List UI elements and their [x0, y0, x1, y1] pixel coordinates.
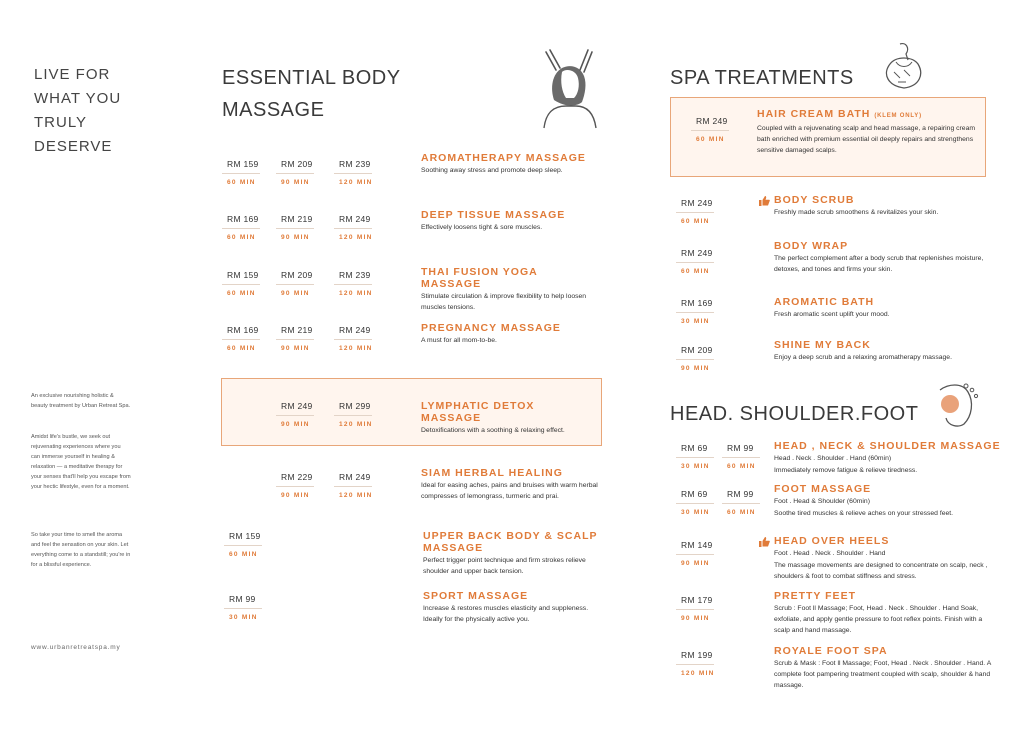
service-name: HAIR CREAM BATH — [757, 108, 871, 120]
price-amount: RM 229 — [276, 472, 314, 487]
tagline-line: WHAT YOU — [34, 90, 122, 107]
price-duration: 60 MIN — [227, 179, 256, 186]
price-tag — [334, 270, 372, 297]
service-description: Stimulate circulation & improve flexibility to help loosen muscles tensions. — [421, 293, 587, 311]
price-duration: 90 MIN — [681, 365, 710, 372]
price-amount: RM 99 — [722, 489, 760, 504]
price-tag — [222, 159, 260, 186]
price-tag — [676, 198, 714, 225]
price-tag — [676, 489, 714, 516]
service-name: SIAM HERBAL HEALING — [421, 467, 563, 479]
service-item — [774, 535, 996, 582]
spa-title: SPA TREATMENTS — [670, 67, 854, 89]
price-tag — [276, 472, 314, 499]
service-description: The perfect complement after a body scrub that replenishes moisture, detoxes, and tones and firms your skin. — [774, 255, 984, 273]
service-item — [421, 400, 596, 436]
service-name: AROMATIC BATH — [774, 296, 875, 308]
price-amount: RM 219 — [276, 214, 314, 229]
price-duration: 90 MIN — [281, 421, 310, 428]
service-name: HEAD OVER HEELS — [774, 535, 890, 547]
service-description: Increase & restores muscles elasticity and suppleness. Ideally for the physically active you. — [423, 605, 589, 623]
price-amount: RM 249 — [691, 116, 729, 131]
service-item — [421, 152, 601, 176]
price-duration: 60 MIN — [681, 218, 710, 225]
price-tag — [334, 401, 372, 428]
price-amount: RM 219 — [276, 325, 314, 340]
price-amount: RM 239 — [334, 270, 372, 285]
service-name: THAI FUSION YOGA MASSAGE — [421, 266, 538, 290]
service-item — [423, 530, 598, 577]
price-duration: 30 MIN — [229, 614, 258, 621]
service-description: Effectively loosens tight & sore muscles. — [421, 224, 543, 231]
service-item — [774, 296, 994, 320]
service-name: FOOT MASSAGE — [774, 483, 872, 495]
price-tag — [276, 401, 314, 428]
service-includes: Foot . Head . Neck . Shoulder . Hand — [774, 550, 886, 557]
price-duration: 120 MIN — [339, 492, 373, 499]
tagline-line: TRULY — [34, 114, 88, 131]
intro-paragraph: An exclusive nourishing holistic & beauty treatment by Urban Retreat Spa. — [31, 393, 131, 409]
price-amount: RM 299 — [334, 401, 372, 416]
price-amount: RM 159 — [222, 270, 260, 285]
price-amount: RM 169 — [676, 298, 714, 313]
service-item — [757, 108, 979, 156]
service-name: ROYALE FOOT SPA — [774, 645, 888, 657]
price-tag — [722, 489, 760, 516]
foot-massage-icon — [930, 378, 980, 430]
price-tag — [224, 594, 262, 621]
service-item — [774, 240, 996, 275]
price-duration: 30 MIN — [681, 509, 710, 516]
price-duration: 60 MIN — [227, 290, 256, 297]
price-duration: 60 MIN — [727, 463, 756, 470]
service-description: Soothing away stress and promote deep sleep. — [421, 167, 563, 174]
price-amount: RM 249 — [676, 248, 714, 263]
price-duration: 30 MIN — [681, 318, 710, 325]
service-item — [774, 339, 994, 363]
service-name: HEAD , NECK & SHOULDER MASSAGE — [774, 440, 1001, 452]
price-amount: RM 209 — [276, 270, 314, 285]
price-tag — [276, 214, 314, 241]
thumbs-up-icon — [759, 196, 770, 206]
essential-title — [222, 62, 401, 126]
price-tag — [691, 116, 729, 143]
service-item — [774, 483, 996, 519]
thumbs-up-icon — [759, 537, 770, 547]
price-amount: RM 199 — [676, 650, 714, 665]
price-tag — [676, 443, 714, 470]
service-item — [774, 645, 996, 691]
price-amount: RM 169 — [222, 214, 260, 229]
service-item — [421, 266, 601, 313]
price-amount: RM 239 — [334, 159, 372, 174]
price-tag — [334, 325, 372, 352]
price-duration: 60 MIN — [681, 268, 710, 275]
price-duration: 30 MIN — [681, 463, 710, 470]
price-duration: 90 MIN — [281, 234, 310, 241]
service-name: SPORT MASSAGE — [423, 590, 529, 602]
essential-title-line: MASSAGE — [222, 99, 325, 121]
price-duration: 90 MIN — [281, 290, 310, 297]
price-duration: 60 MIN — [227, 345, 256, 352]
tagline-line: LIVE FOR — [34, 66, 111, 83]
price-tag — [276, 270, 314, 297]
service-note: (KLEM ONLY) — [874, 113, 922, 119]
intro-paragraph: Amidst life's bustle, we seek out rejuvenating experiences where you can immerse yourself in healing & relaxation — a meditative therapy for your senses that'll help you escape from your hectic lifestyle, even for a moment. — [31, 434, 131, 490]
price-tag — [334, 214, 372, 241]
price-amount: RM 209 — [676, 345, 714, 360]
service-name: BODY SCRUB — [774, 194, 855, 206]
hsf-title: HEAD. SHOULDER.FOOT — [670, 403, 919, 425]
price-tag — [222, 214, 260, 241]
service-name: AROMATHERAPY MASSAGE — [421, 152, 586, 164]
service-includes: Foot . Head & Shoulder (60min) — [774, 498, 870, 505]
price-duration: 90 MIN — [681, 615, 710, 622]
service-name: LYMPHATIC DETOX MASSAGE — [421, 400, 535, 424]
price-tag — [334, 472, 372, 499]
price-tag — [222, 325, 260, 352]
price-amount: RM 209 — [276, 159, 314, 174]
price-amount: RM 159 — [222, 159, 260, 174]
price-amount: RM 249 — [334, 214, 372, 229]
service-name: DEEP TISSUE MASSAGE — [421, 209, 566, 221]
price-tag — [224, 531, 262, 558]
tagline — [34, 63, 121, 159]
service-name: BODY WRAP — [774, 240, 849, 252]
price-duration: 90 MIN — [281, 492, 310, 499]
service-description: Freshly made scrub smoothens & revitalizes your skin. — [774, 209, 939, 216]
service-item — [421, 322, 601, 346]
service-description: Ideal for easing aches, pains and bruises with warm herbal compresses of lemongrass, turmeric and prai. — [421, 482, 598, 500]
price-amount: RM 249 — [334, 325, 372, 340]
service-description: Coupled with a rejuvenating scalp and head massage, a repairing cream bath enriched with premium essential oil deeply repairs and strengthens sensitive damaged scalps. — [757, 125, 976, 154]
tagline-line: DESERVE — [34, 138, 113, 155]
intro-paragraph: So take your time to smell the aroma and feel the sensation on your skin. Let everything come to a standstill; you're in for a blissful experience. — [31, 532, 131, 568]
herbal-compress-icon — [880, 42, 926, 90]
service-description: Perfect trigger point technique and firm strokes relieve shoulder and upper back tension. — [423, 557, 586, 575]
price-duration: 120 MIN — [339, 421, 373, 428]
price-duration: 120 MIN — [339, 345, 373, 352]
service-description: Enjoy a deep scrub and a relaxing aromatherapy massage. — [774, 354, 952, 361]
price-duration: 60 MIN — [696, 136, 725, 143]
price-amount: RM 69 — [676, 489, 714, 504]
service-description: The massage movements are designed to concentrate on scalp, neck , shoulders & foot to combat stiffness and stress. — [774, 562, 988, 580]
price-duration: 90 MIN — [281, 345, 310, 352]
service-item — [774, 194, 994, 218]
price-duration: 90 MIN — [281, 179, 310, 186]
price-amount: RM 99 — [224, 594, 262, 609]
price-duration: 120 MIN — [339, 179, 373, 186]
service-item — [774, 440, 1002, 476]
price-tag — [676, 248, 714, 275]
price-duration: 120 MIN — [339, 290, 373, 297]
price-tag — [676, 298, 714, 325]
price-tag — [276, 325, 314, 352]
service-description: Scrub & Mask : Foot ll Massage; Foot, Head . Neck . Shoulder . Hand. A complete foot pampering treatment coupled with scalp, shoulder & hand massage. — [774, 660, 991, 689]
price-tag — [222, 270, 260, 297]
price-amount: RM 169 — [222, 325, 260, 340]
price-amount: RM 69 — [676, 443, 714, 458]
price-tag — [722, 443, 760, 470]
price-amount: RM 249 — [276, 401, 314, 416]
service-name: SHINE MY BACK — [774, 339, 871, 351]
service-name: PREGNANCY MASSAGE — [421, 322, 561, 334]
price-duration: 120 MIN — [681, 670, 715, 677]
service-description: Fresh aromatic scent uplift your mood. — [774, 311, 890, 318]
price-tag — [676, 595, 714, 622]
price-duration: 90 MIN — [681, 560, 710, 567]
service-description: A must for all mom-to-be. — [421, 337, 497, 344]
price-amount: RM 159 — [224, 531, 262, 546]
service-description: Immediately remove fatigue & relieve tiredness. — [774, 467, 918, 474]
price-tag — [676, 345, 714, 372]
price-tag — [676, 650, 714, 677]
price-duration: 60 MIN — [727, 509, 756, 516]
service-name: UPPER BACK BODY & SCALP MASSAGE — [423, 530, 598, 554]
price-duration: 60 MIN — [227, 234, 256, 241]
price-tag — [334, 159, 372, 186]
price-amount: RM 99 — [722, 443, 760, 458]
price-tag — [276, 159, 314, 186]
massage-illustration-icon — [536, 48, 602, 134]
price-duration: 120 MIN — [339, 234, 373, 241]
price-tag — [676, 540, 714, 567]
service-includes: Head . Neck . Shoulder . Hand (60min) — [774, 455, 892, 462]
price-amount: RM 149 — [676, 540, 714, 555]
price-amount: RM 179 — [676, 595, 714, 610]
price-duration: 60 MIN — [229, 551, 258, 558]
website-link[interactable]: www.urbanretreatspa.my — [31, 644, 121, 651]
service-item — [774, 590, 996, 636]
essential-title-line: ESSENTIAL BODY — [222, 67, 401, 89]
service-description: Detoxifications with a soothing & relaxing effect. — [421, 427, 565, 434]
service-item — [421, 467, 603, 502]
service-description: Soothe tired muscles & relieve aches on your stressed feet. — [774, 510, 954, 517]
price-amount: RM 249 — [676, 198, 714, 213]
service-item — [421, 209, 601, 233]
service-item — [423, 590, 598, 625]
price-amount: RM 249 — [334, 472, 372, 487]
service-description: Scrub : Foot ll Massage; Foot, Head . Neck . Shoulder . Hand Soak, exfoliate, and apply gentle pressure to foot reflex points. Finish with a scalp and hand massage. — [774, 605, 983, 634]
service-name: PRETTY FEET — [774, 590, 856, 602]
